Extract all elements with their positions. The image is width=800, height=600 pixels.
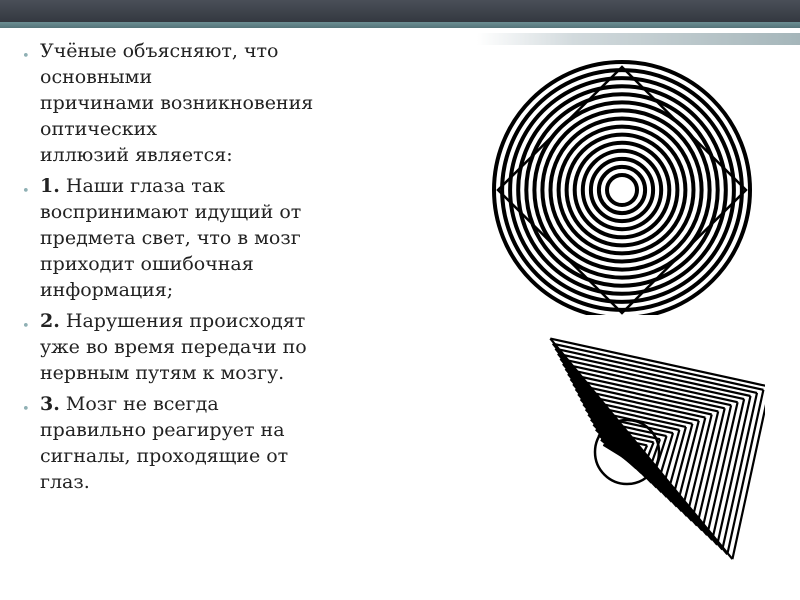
text-line: приходит ошибочная <box>40 253 254 275</box>
text-fragment: Наши глаза так <box>65 175 225 197</box>
list-item <box>22 38 382 168</box>
top-decor-bar <box>0 0 800 22</box>
angled-line <box>702 405 731 530</box>
bullet-icon: • <box>22 402 30 417</box>
angled-line <box>677 421 699 507</box>
bullet-list <box>22 38 382 495</box>
item-number: 1. <box>40 175 60 197</box>
text-line: воспринимают идущий от <box>40 201 302 223</box>
text-line <box>40 308 382 334</box>
text-line: информация; <box>40 279 174 301</box>
ring <box>502 70 742 310</box>
text-line: нервным путям к мозгу. <box>40 362 285 384</box>
list-item <box>22 308 382 386</box>
bullet-icon: • <box>22 319 30 334</box>
text-fragment: Нарушения происходят <box>65 310 306 332</box>
item-number: 2. <box>40 310 60 332</box>
text-line: причинами возникновения <box>40 92 314 114</box>
ring <box>583 151 661 229</box>
text-line: Учёные объясняют, что <box>40 40 279 62</box>
decor-gradient-strip <box>477 33 800 45</box>
bullet-icon: • <box>22 49 30 64</box>
ring <box>526 94 717 285</box>
ring <box>559 127 686 254</box>
item-number: 3. <box>40 393 60 415</box>
text-line: оптических <box>40 118 157 140</box>
text-fragment: Мозг не всегда <box>65 393 219 415</box>
slide-content <box>22 38 382 500</box>
text-line <box>40 173 382 199</box>
text-line: уже во время передачи по <box>40 336 307 358</box>
bullet-icon: • <box>22 184 30 199</box>
angled-lines-circle-illusion <box>513 312 765 600</box>
text-line: иллюзий является: <box>40 144 233 166</box>
angled-line <box>732 387 765 559</box>
concentric-rings <box>494 62 750 315</box>
accent-decor-bar <box>0 22 800 28</box>
text-line: сигналы, проходящие от <box>40 445 289 467</box>
list-item <box>22 173 382 303</box>
text-line: правильно реагирует на <box>40 419 285 441</box>
ring <box>551 119 694 262</box>
text-line: предмета свет, что в мозг <box>40 227 301 249</box>
concentric-circles-square-illusion <box>484 60 754 315</box>
text-line: глаз. <box>40 471 90 493</box>
text-line <box>40 391 382 417</box>
ring <box>607 175 637 205</box>
text-line: основными <box>40 66 153 88</box>
ring <box>575 143 670 238</box>
list-item <box>22 391 382 495</box>
